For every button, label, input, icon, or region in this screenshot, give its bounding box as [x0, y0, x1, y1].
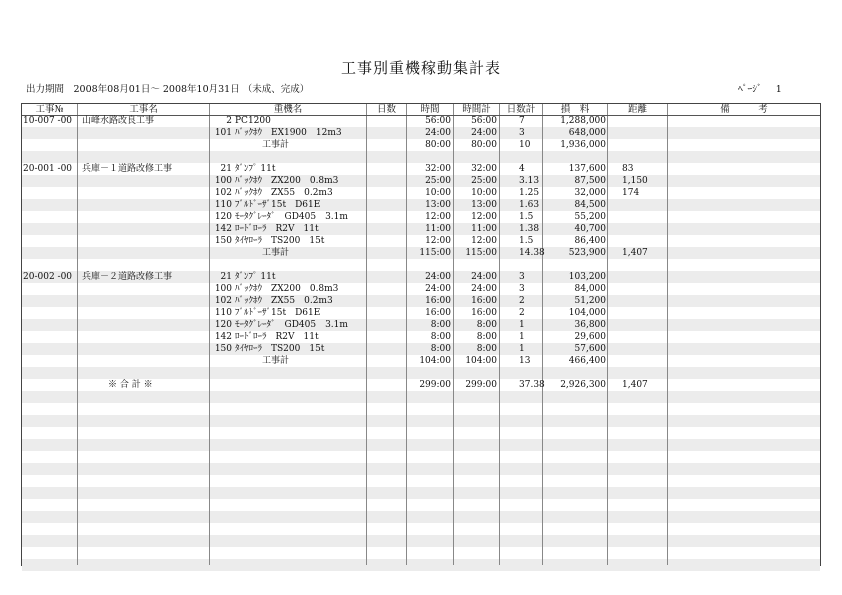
cell-hours: 24:00 [425, 284, 451, 294]
cell-distance [622, 115, 666, 127]
cell-days [367, 127, 404, 139]
cell-project-name [82, 139, 209, 151]
cell-days-total: 10 [519, 140, 531, 150]
row-band [22, 535, 820, 547]
header-distance: 距離 [627, 104, 647, 115]
cell-machine-no: 100 [214, 176, 232, 186]
cell-machine-name: ﾀｲﾔﾛｰﾗ TS200 15t [235, 236, 325, 246]
cell-machine-name: ﾊﾞｯｸﾎｳ ZX55 0.2m3 [235, 296, 333, 306]
cell-project-no [23, 259, 77, 271]
cell-distance [622, 343, 666, 355]
cell-hours: 8:00 [430, 332, 451, 342]
table-row [22, 295, 820, 307]
cell-days [367, 139, 404, 151]
table-row [22, 151, 820, 163]
cell-cost: 55,200 [574, 212, 606, 222]
cell-project-name [82, 319, 209, 331]
cell-hours-total: 8:00 [476, 332, 497, 342]
cell-cost: 57,600 [574, 344, 606, 354]
cell-cost: 104,000 [568, 308, 606, 318]
cell-machine-name: 工事計 [235, 140, 290, 150]
cell-cost: 1,936,000 [560, 140, 606, 150]
cell-distance [622, 259, 666, 271]
cell-machine-name [235, 151, 366, 163]
cell-cost: 29,600 [574, 332, 606, 342]
cell-days [367, 307, 404, 319]
cell-days-total: 7 [519, 116, 525, 126]
cell-hours: 24:00 [425, 272, 451, 282]
cell-machine-name: ﾊﾞｯｸﾎｳ ZX200 0.8m3 [235, 284, 339, 294]
table-row [22, 343, 820, 355]
cell-days [367, 115, 404, 127]
cell-distance: 83 [622, 164, 634, 174]
cell-project-no [23, 295, 77, 307]
cell-machine-no [210, 151, 232, 163]
cell-distance [622, 355, 666, 367]
cell-hours: 32:00 [425, 164, 451, 174]
table-row [22, 247, 820, 259]
cell-machine-name: ﾊﾞｯｸﾎｳ ZX55 0.2m3 [235, 188, 333, 198]
cell-days [367, 367, 404, 379]
cell-project-no [23, 211, 77, 223]
cell-project-no [23, 187, 77, 199]
cell-cost [543, 367, 606, 379]
cell-cost: 523,900 [568, 248, 606, 258]
cell-hours: 24:00 [425, 128, 451, 138]
cell-cost: 51,200 [574, 296, 606, 306]
cell-distance [622, 319, 666, 331]
cell-machine-no: 110 [214, 200, 232, 210]
row-band [22, 439, 820, 451]
table-row [22, 211, 820, 223]
table-row [22, 115, 820, 127]
cell-hours-total: 12:00 [471, 236, 497, 246]
cell-machine-name [235, 367, 366, 379]
cell-hours: 12:00 [425, 212, 451, 222]
cell-machine-name: PC1200 [235, 116, 271, 126]
table-row [22, 235, 820, 247]
table-row [22, 307, 820, 319]
cell-cost: 84,000 [574, 284, 606, 294]
cell-days [367, 187, 404, 199]
cell-days [367, 163, 404, 175]
cell-cost [543, 259, 606, 271]
cell-distance [622, 271, 666, 283]
cell-distance [622, 223, 666, 235]
cell-cost: 87,500 [574, 176, 606, 186]
cell-machine-no: 150 [214, 236, 232, 246]
cell-project-no [23, 355, 77, 367]
cell-project-no [23, 367, 77, 379]
cell-hours: 16:00 [425, 308, 451, 318]
cell-machine-no [210, 247, 232, 259]
cell-hours [407, 367, 451, 379]
cell-days-total: 3 [519, 272, 525, 282]
cell-days [367, 295, 404, 307]
cell-cost: 648,000 [568, 128, 606, 138]
cell-hours: 299:00 [419, 380, 451, 390]
cell-project-name [82, 151, 209, 163]
cell-days [367, 283, 404, 295]
cell-machine-no: 21 [220, 164, 232, 174]
cell-machine-no: 102 [214, 296, 232, 306]
cell-hours-total: 8:00 [476, 344, 497, 354]
cell-hours-total: 115:00 [465, 248, 497, 258]
cell-project-name [82, 283, 209, 295]
cell-project-name [82, 331, 209, 343]
cell-days [367, 331, 404, 343]
cell-project-name: ※ 合 計 ※ [108, 380, 153, 390]
cell-machine-no: 142 [214, 224, 232, 234]
cell-hours-total [454, 151, 497, 163]
table-row [22, 379, 820, 391]
cell-distance [622, 367, 666, 379]
cell-days [367, 319, 404, 331]
header-remarks: 備 考 [720, 104, 768, 115]
cell-project-no [23, 139, 77, 151]
cell-days [367, 259, 404, 271]
page-number: 1 [775, 84, 782, 95]
cell-days-total: 2 [519, 308, 525, 318]
cell-project-name: 山峰水路改良工事 [82, 116, 155, 126]
cell-project-no [23, 307, 77, 319]
table-row [22, 127, 820, 139]
cell-hours: 8:00 [430, 344, 451, 354]
cell-days [367, 175, 404, 187]
cell-days [367, 151, 404, 163]
cell-project-no [23, 331, 77, 343]
cell-distance [622, 139, 666, 151]
cell-hours-total [454, 367, 497, 379]
cell-hours-total: 32:00 [471, 164, 497, 174]
table-row [22, 271, 820, 283]
cell-distance: 1,407 [622, 248, 648, 258]
cell-project-name [82, 343, 209, 355]
cell-hours-total: 12:00 [471, 212, 497, 222]
cell-hours-total: 24:00 [471, 128, 497, 138]
cell-distance [622, 127, 666, 139]
row-band [22, 559, 820, 571]
row-band [22, 511, 820, 523]
header-project-name: 工事名 [129, 104, 158, 115]
cell-project-name [82, 355, 209, 367]
cell-project-no [23, 283, 77, 295]
cell-machine-no: 150 [214, 344, 232, 354]
cell-days [367, 199, 404, 211]
cell-hours-total: 11:00 [471, 224, 497, 234]
cell-project-name [82, 199, 209, 211]
cell-project-name: 兵庫－１道路改修工事 [82, 164, 173, 174]
cell-machine-no [210, 367, 232, 379]
cell-machine-name: ﾛｰﾄﾞﾛｰﾗ R2V 11t [235, 224, 319, 234]
table-row [22, 139, 820, 151]
cell-machine-name: 工事計 [235, 248, 290, 258]
header-project-no: 工事№ [35, 104, 64, 115]
cell-project-no: 20-002 -00 [23, 272, 73, 282]
cell-machine-name [235, 259, 366, 271]
cell-machine-no: 110 [214, 308, 232, 318]
cell-machine-no [210, 355, 232, 367]
cell-hours: 80:00 [425, 140, 451, 150]
cell-distance [622, 307, 666, 319]
cell-machine-no: 101 [214, 128, 232, 138]
cell-cost: 1,288,000 [560, 116, 606, 126]
table-row [22, 331, 820, 343]
cell-machine-name: ﾛｰﾄﾞﾛｰﾗ R2V 11t [235, 332, 319, 342]
table-row [22, 175, 820, 187]
header-machine-name: 重機名 [273, 104, 303, 115]
row-band [22, 463, 820, 475]
cell-machine-no [210, 259, 232, 271]
cell-cost: 84,500 [574, 200, 606, 210]
cell-days [367, 355, 404, 367]
cell-machine-no: 102 [214, 188, 232, 198]
cell-days-total: 14.38 [519, 248, 545, 258]
cell-days [367, 343, 404, 355]
cell-hours-total [454, 259, 497, 271]
header-hours: 時間 [420, 104, 440, 115]
cell-machine-name: ﾀｲﾔﾛｰﾗ TS200 15t [235, 344, 325, 354]
cell-hours-total: 16:00 [471, 296, 497, 306]
cell-project-name: 兵庫－２道路改修工事 [82, 272, 173, 282]
cell-hours-total: 24:00 [471, 284, 497, 294]
summary-table [21, 103, 821, 566]
cell-hours-total: 80:00 [471, 140, 497, 150]
cell-machine-no: 2 [226, 116, 232, 126]
cell-days-total: 1 [519, 320, 525, 330]
cell-hours-total: 56:00 [471, 116, 497, 126]
cell-hours-total: 10:00 [471, 188, 497, 198]
table-row [22, 163, 820, 175]
cell-project-name [82, 211, 209, 223]
cell-cost: 466,400 [568, 356, 606, 366]
cell-machine-name: ﾓｰﾀｸﾞﾚｰﾀﾞ GD405 3.1m [235, 320, 348, 330]
cell-days [367, 379, 404, 391]
cell-hours-total: 16:00 [471, 308, 497, 318]
cell-project-name [82, 127, 209, 139]
cell-distance [622, 331, 666, 343]
cell-project-name [82, 223, 209, 235]
cell-days-total: 1 [519, 344, 525, 354]
cell-days-total [519, 259, 542, 271]
cell-hours: 11:00 [425, 224, 451, 234]
table-row [22, 367, 820, 379]
cell-hours-total: 25:00 [471, 176, 497, 186]
cell-distance [622, 211, 666, 223]
cell-hours [407, 259, 451, 271]
cell-hours: 10:00 [425, 188, 451, 198]
cell-project-no [23, 175, 77, 187]
cell-machine-no: 142 [214, 332, 232, 342]
cell-hours: 16:00 [425, 296, 451, 306]
cell-machine-name: ﾊﾞｯｸﾎｳ EX1900 12m3 [235, 128, 342, 138]
cell-days-total: 4 [519, 164, 525, 174]
cell-project-no [23, 199, 77, 211]
cell-machine-no: 100 [214, 284, 232, 294]
cell-project-no [23, 319, 77, 331]
table-row [22, 319, 820, 331]
cell-machine-no: 21 [220, 272, 232, 282]
table-row [22, 199, 820, 211]
cell-machine-name: ﾌﾞﾙﾄﾞｰｻﾞ15t D61E [235, 200, 321, 210]
cell-cost: 103,200 [568, 272, 606, 282]
cell-hours: 25:00 [425, 176, 451, 186]
table-row [22, 259, 820, 271]
cell-distance: 174 [622, 188, 640, 198]
cell-machine-name: ﾀﾞﾝﾌﾟ 11t [235, 164, 276, 174]
cell-hours: 8:00 [430, 320, 451, 330]
cell-hours: 13:00 [425, 200, 451, 210]
cell-hours-total: 299:00 [465, 380, 497, 390]
row-band [22, 415, 820, 427]
cell-machine-name: ﾀﾞﾝﾌﾟ 11t [235, 272, 276, 282]
cell-distance [622, 151, 666, 163]
cell-project-no [23, 235, 77, 247]
cell-hours: 56:00 [425, 116, 451, 126]
cell-cost: 2,926,300 [560, 380, 606, 390]
cell-project-no [23, 127, 77, 139]
cell-project-no [23, 223, 77, 235]
cell-days [367, 211, 404, 223]
cell-cost: 32,000 [574, 188, 606, 198]
cell-machine-name: ﾓｰﾀｸﾞﾚｰﾀﾞ GD405 3.1m [235, 212, 348, 222]
cell-hours [407, 151, 451, 163]
cell-days-total: 1.5 [519, 212, 534, 222]
cell-machine-no [210, 379, 232, 391]
table-row [22, 283, 820, 295]
cell-machine-name: ﾌﾞﾙﾄﾞｰｻﾞ15t D61E [235, 308, 321, 318]
row-band [22, 487, 820, 499]
header-hours-total: 時間計 [462, 104, 491, 115]
cell-distance [622, 235, 666, 247]
cell-project-name [82, 247, 209, 259]
cell-distance [622, 199, 666, 211]
cell-hours-total: 24:00 [471, 272, 497, 282]
cell-days-total: 13 [519, 356, 531, 366]
cell-days-total: 1.63 [519, 200, 540, 210]
cell-days-total [519, 367, 542, 379]
cell-cost: 36,800 [574, 320, 606, 330]
cell-days [367, 247, 404, 259]
page-label: ﾍﾟｰｼﾞ [738, 84, 762, 95]
table-row [22, 355, 820, 367]
cell-machine-name [235, 379, 366, 391]
cell-hours-total: 104:00 [465, 356, 497, 366]
table-row [22, 187, 820, 199]
cell-hours-total: 8:00 [476, 320, 497, 330]
cell-hours-total: 13:00 [471, 200, 497, 210]
cell-cost: 86,400 [574, 236, 606, 246]
header-days-total: 日数計 [506, 104, 536, 115]
cell-distance [622, 283, 666, 295]
cell-hours: 115:00 [419, 248, 451, 258]
cell-project-name [82, 235, 209, 247]
cell-days [367, 235, 404, 247]
cell-distance: 1,407 [622, 380, 648, 390]
cell-days-total: 1.25 [519, 188, 540, 198]
cell-days-total: 1.5 [519, 236, 534, 246]
cell-project-no [23, 247, 77, 259]
cell-days-total: 3.13 [519, 176, 540, 186]
cell-project-name [82, 259, 209, 271]
cell-project-no [23, 151, 77, 163]
cell-project-no [23, 379, 77, 391]
report-title: 工事別重機稼動集計表 [340, 59, 501, 77]
cell-days-total: 2 [519, 296, 525, 306]
cell-machine-no: 120 [214, 212, 232, 222]
cell-machine-no [210, 139, 232, 151]
row-band [22, 391, 820, 403]
cell-hours: 104:00 [419, 356, 451, 366]
cell-days-total [519, 151, 542, 163]
cell-machine-name: ﾊﾞｯｸﾎｳ ZX200 0.8m3 [235, 176, 339, 186]
cell-machine-name: 工事計 [235, 356, 290, 366]
cell-days [367, 223, 404, 235]
cell-days-total: 1.38 [519, 224, 540, 234]
table-row [22, 223, 820, 235]
cell-cost: 137,600 [568, 164, 606, 174]
cell-project-name [82, 187, 209, 199]
cell-project-no [23, 343, 77, 355]
cell-hours: 12:00 [425, 236, 451, 246]
cell-project-name [82, 175, 209, 187]
header-days: 日数 [376, 104, 396, 115]
cell-days-total: 1 [519, 332, 525, 342]
cell-project-name [82, 295, 209, 307]
page-info [738, 81, 782, 95]
header-cost: 損 料 [560, 104, 590, 115]
cell-days-total: 37.38 [519, 380, 545, 390]
cell-distance: 1,150 [622, 176, 648, 186]
cell-days [367, 271, 404, 283]
cell-project-no: 10-007 -00 [23, 116, 73, 126]
cell-project-name [82, 307, 209, 319]
output-period: 出力期間 2008年08月01日～ 2008年10月31日 （未成、完成） [26, 84, 310, 95]
cell-days-total: 3 [519, 284, 525, 294]
cell-machine-no: 120 [214, 320, 232, 330]
cell-cost: 40,700 [574, 224, 606, 234]
cell-cost [543, 151, 606, 163]
cell-distance [622, 295, 666, 307]
cell-project-name [82, 367, 209, 379]
cell-days-total: 3 [519, 128, 525, 138]
cell-project-no: 20-001 -00 [23, 164, 73, 174]
